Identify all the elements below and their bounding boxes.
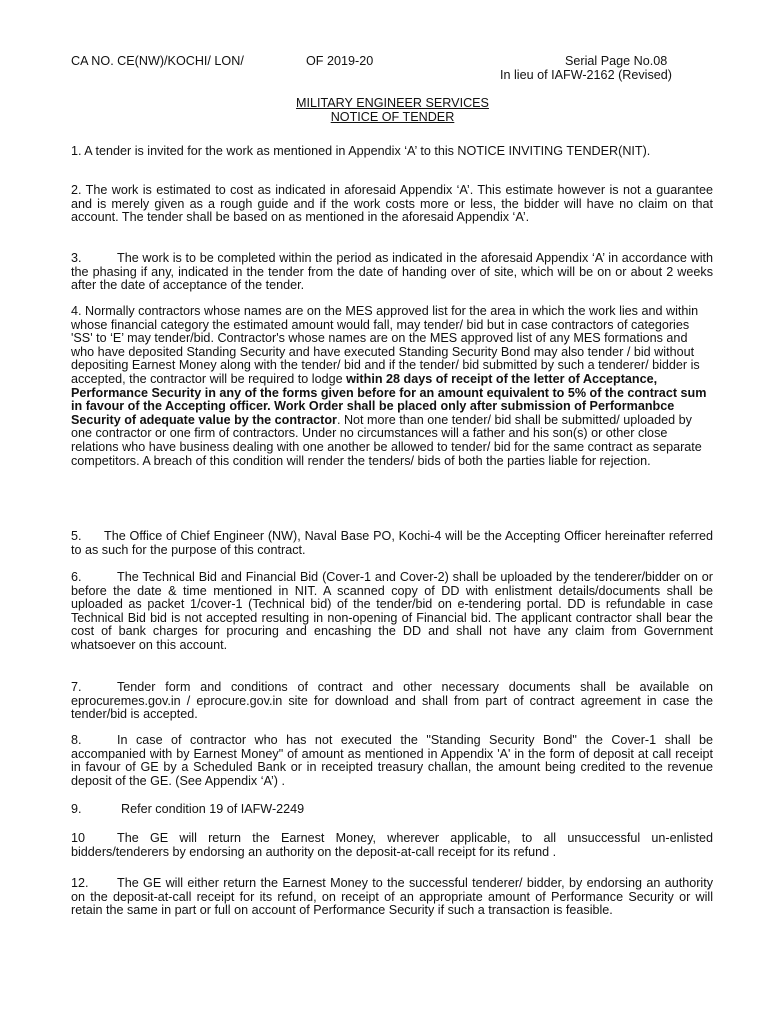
paragraph-5-number: 5. (71, 529, 82, 543)
paragraph-7-number: 7. (71, 680, 82, 694)
paragraph-8-number: 8. (71, 733, 82, 747)
paragraph-7-text: Tender form and conditions of contract and other necessary documents shall be available on eprocuremes.gov.in / eprocure.gov.in site for download and shall from part of contract agreement in case the tender/bid is accepted. (71, 680, 713, 722)
paragraph-8-text: In case of contractor who has not executed the "Standing Security Bond" the Cover-1 shall be accompanied with by Earnest Money" of amount as mentioned in Appendix 'A' in the form of deposit at call receipt in favour of GE by a Scheduled Bank or in receipted treasury challan, the amount being credited to the revenue deposit of the GE. (See Appendix ‘A’) . (71, 733, 713, 788)
paragraph-6-number: 6. (71, 570, 82, 584)
paragraph-4-text-b: . Not more than one tender/ bid shall be submitted/ uploaded by one contractor or one firm of contractors. Under no circumstances will a father and his son(s) or other close relations who have business dealing with one another be allowed to tender/ bid for the same contract as separate competitors. A breach of this condition will render the tenders/ bids of both the parties liable for rejection. (71, 412, 702, 468)
paragraph-12-number: 12. (71, 876, 89, 890)
paragraph-10-text: The GE will return the Earnest Money, wherever applicable, to all unsuccessful un-enlisted bidders/tenderers by endorsing an authority on the deposit-at-call receipt for its refund . (71, 831, 713, 859)
paragraph-10 (71, 832, 713, 859)
paragraph-12-text: The GE will either return the Earnest Money to the successful tenderer/ bidder, by endorsing an authority on the deposit-at-call receipt for its refund, on receipt of an appropriate amount of Performance Security or will retain the same in part or full on account of Performance Security if such a transaction is feasible. (71, 876, 713, 918)
paragraph-3 (71, 252, 713, 293)
paragraph-5-text: The Office of Chief Engineer (NW), Naval Base PO, Kochi-4 will be the Accepting Officer hereinafter referred to as such for the purpose of this contract. (71, 529, 713, 557)
org-title: MILITARY ENGINEER SERVICES (296, 96, 489, 110)
paragraph-12 (71, 877, 713, 918)
paragraph-2: 2. The work is estimated to cost as indicated in aforesaid Appendix ‘A’. This estimate however is not a guarantee and is merely given as a rough guide and if the work costs more or less, the bidder will have no claim on that account. The tender shall be based on as mentioned in the aforesaid Appendix ‘A’. (71, 183, 713, 225)
paragraph-4 (71, 305, 707, 468)
notice-title: NOTICE OF TENDER (330, 110, 455, 124)
financial-year: OF 2019-20 (306, 54, 374, 68)
paragraph-4-text-a: 4. Normally contractors whose names are on the MES approved list for the area in which the work lies and within whose financial category the estimated amount would fall, may tender/ bid but in case contractors of categories 'SS' to ‘E’ may tender/bid. Contractor's whose names are on the MES approved list of any MES formations and who have deposited Standing Security and have executed Standing Security Bond may also tender / bid without depositing Earnest Money along with the tender/ bid and if the tender/ bid submitted by such a tenderer/ bidder is accepted, the contractor will be required to lodge (71, 304, 700, 386)
paragraph-7 (71, 681, 713, 722)
serial-page-number: Serial Page No.08 (565, 54, 668, 68)
paragraph-10-number: 10 (71, 831, 86, 845)
paragraph-8 (71, 734, 713, 788)
paragraph-3-number: 3. (71, 251, 82, 265)
paragraph-5 (71, 530, 713, 557)
paragraph-9 (71, 803, 713, 817)
paragraph-6 (71, 571, 713, 653)
paragraph-9-text: Refer condition 19 of IAFW-2249 (121, 802, 305, 816)
ca-number: CA NO. CE(NW)/KOCHI/ LON/ (71, 54, 244, 68)
paragraph-1: 1. A tender is invited for the work as mentioned in Appendix ‘A’ to this NOTICE INVITING TENDER(NIT). (71, 144, 651, 158)
paragraph-6-text: The Technical Bid and Financial Bid (Cover-1 and Cover-2) shall be uploaded by the tenderer/bidder on or before the date & time mentioned in NIT. A scanned copy of DD with enlistment details/documents shall be uploaded as packet 1/cover-1 (Technical bid) of the tender/bid on e-tendering portal. DD is refundable in case Technical Bid bid is not accepted resulting in non-opening of Financial bid. The applicant contractor shall bear the cost of bank charges for procuring and encashing the DD and shall not have any claim from Government whatsoever on this account. (71, 570, 713, 652)
paragraph-3-text: The work is to be completed within the period as indicated in the aforesaid Appendix ‘A’ in accordance with the phasing if any, indicated in the tender from the date of handing over of site, which will be on or about 2 weeks after the date of acceptance of the tender. (71, 251, 713, 293)
paragraph-9-number: 9. (71, 802, 82, 816)
in-lieu-reference: In lieu of IAFW-2162 (Revised) (500, 68, 672, 82)
paragraph-4-bold-text: within 28 days of receipt of the letter of Acceptance, Performance Security in any of the forms given before for an amount equivalent to 5% of the contract sum in favour of the Accepting officer. Work Order shall be placed only after submission of Performanbce Security of adequate value by the contractor (71, 371, 707, 427)
